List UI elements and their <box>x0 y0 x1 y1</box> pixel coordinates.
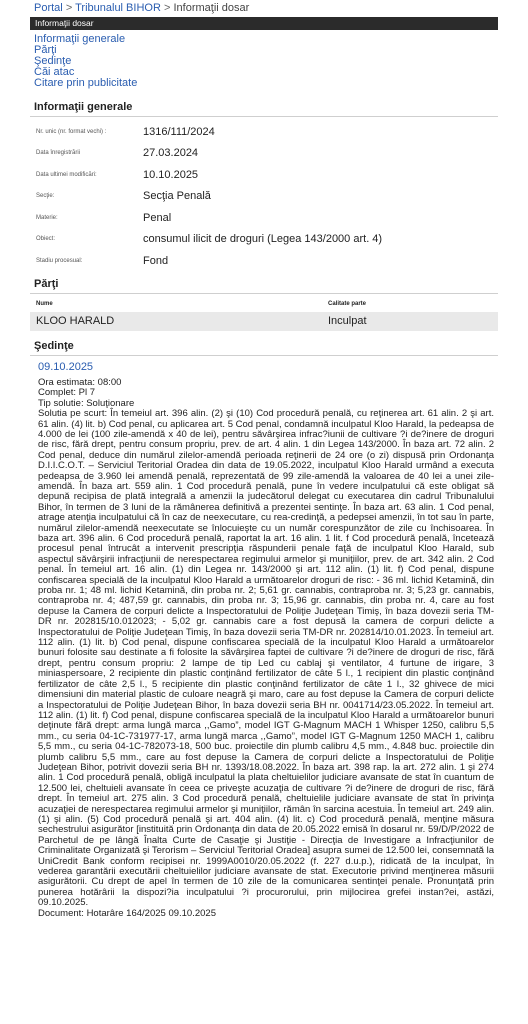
info-label: Data înregistrării <box>36 150 81 157</box>
nav-citare-publicitate[interactable]: Citare prin publicitate <box>34 77 138 89</box>
sedinta-document: Document: Hotarâre 164/2025 09.10.2025 <box>38 907 216 919</box>
parti-title: Părţi <box>30 272 498 294</box>
parti-role: Inculpat <box>328 315 367 327</box>
parti-name: KLOO HARALD <box>36 315 115 327</box>
nav-parti[interactable]: Părţi <box>34 44 57 56</box>
info-label: Materie: <box>36 214 58 221</box>
info-label: Stadiu procesual: <box>36 257 83 264</box>
sedinta-tip-solutie: Tip solutie: Soluţionare <box>38 397 135 409</box>
sedinta-date: 09.10.2025 <box>38 360 94 373</box>
info-value: consumul ilicit de droguri (Legea 143/2000 art. 4) <box>143 233 383 246</box>
info-label: Secţie: <box>36 193 55 200</box>
general-info-section <box>30 95 498 272</box>
breadcrumb-separator: > <box>65 2 73 14</box>
general-info-table <box>30 117 498 272</box>
parti-header-row <box>30 297 498 312</box>
info-row <box>30 207 498 229</box>
info-value: 27.03.2024 <box>143 147 199 160</box>
general-info-title: Informaţii generale <box>30 95 498 117</box>
sedinte-section <box>30 334 498 356</box>
table-row <box>30 312 498 331</box>
info-value: 10.10.2025 <box>143 168 199 181</box>
info-value: Fond <box>143 254 169 267</box>
sedinta-complet: Complet: Pl 7 <box>38 387 96 399</box>
info-row <box>30 121 498 143</box>
info-value: Secţia Penală <box>143 190 211 203</box>
info-label: Obiect: <box>36 236 56 243</box>
sedinta-ora: Ora estimata: 08:00 <box>38 376 122 388</box>
breadcrumb-separator: > <box>163 2 171 14</box>
breadcrumb-portal-link[interactable]: Portal <box>34 2 63 14</box>
breadcrumb-court-link[interactable]: Tribunalul BIHOR <box>75 2 161 14</box>
parti-col-role: Calitate parte <box>328 301 367 307</box>
info-value: Penal <box>143 211 172 224</box>
info-row <box>30 164 498 186</box>
info-row <box>30 143 498 165</box>
info-label: Nr. unic (nr. format vechi) : <box>36 128 107 135</box>
info-row <box>30 186 498 208</box>
info-row <box>30 250 498 272</box>
info-row <box>30 229 498 251</box>
nav-cai-atac[interactable]: Căi atac <box>34 66 75 78</box>
nav-sedinte[interactable]: Şedinţe <box>34 55 72 67</box>
parti-section <box>30 272 498 331</box>
sedinte-title: Şedinţe <box>30 334 498 356</box>
sedinta-solutie-text: Solutia pe scurt: În temeiul art. 396 alin. (2) şi (10) Cod procedură penală, cu reţinerea art. 61 alin. 2 şi art. 61 alin. (4) lit. b) Cod penal, cu aplicarea art. 5 Cod penal, condamnă inculpatul Kloo Harald, la pedeapsa de 4.000 de lei (100 zile-amendă x 40 de lei), pentru săvârşirea infrac?iunii de cultivare ?i de?inere de droguri de risc, fără drept, pentru consum propriu, prev. de art. 4 alin. 1 din Legea 143/2000. În baza art. 72 alin. 2 Cod penal, deduce din numărul zilelor-amendă perioada reţinerii de 24 ore (o zi) dispusă prin Ordonanţa D.I.I.C.O.T. – Serviciul Teritorial Oradea din data de 19.05.2022, inculpatul Kloo Harald urmând a executa pedeapsa de 3.960 lei amendă penală, reprezentată de 99 zile-amendă la valoarea de 40 lei a unei zile-amendă. În baza art. 559 alin. 1 Cod procedură penală, pune în vedere inculpatului că este obligat să depună recipisa de plată integrală a amenzii la judecătorul delegat cu executarea din cadrul Tribunalului Bihor, în termen de 3 luni de la rămânerea definitivă a prezentei sentinţe. În baza art. 63 alin. 1 Cod penal, atrage atenţia inculpatului că în caz de neexecutare, cu rea-credinţă, a pedepsei amenzii, în tot sau în parte, numărul zilelor-amendă neexecutate se înlocuieşte cu un număr corespunzător de zile cu închisoarea. În baza art. 396 alin. 6 Cod procedură penală, raportat la art. 16 alin. 1 lit. f Cod procedură penală, încetează procesul penal întrucât a intervenit prescripţia răspunderii penale faţă de inculpatul Kloo Harald, sub aspectul săvârşirii infracţiunii de nerespectarea regimului armelor şi muniţiilor, prev. de art. 342 alin. 2 Cod penal. În temeiul art. 16 alin. (1) din Legea nr. 143/2000 şi art. 112 alin. (1) lit. f) Cod penal, dispune confiscarea specială de la inculpatul Kloo Harald a următoarelor droguri de risc: - 36 ml. lichid Ketamină, din proba nr. 1; 48 ml. lichid Ketamină, din proba nr. 2; 5,61 gr. cannabis, contraproba nr. 3; 5,23 gr. cannabis, contraproba nr. 4; 487,59 gr. cannabis, din proba nr. 3; 15,96 gr. cannabis, din proba nr. 4, care au fost depuse la Camera de corpuri delicte a Inspectoratului de Poliţie Judeţean Timiş, în baza dovezii seria TM-DR nr. 202815/10.012023; - 5,02 gr. cannabis care a fost depusă la camera de corpuri delicte a Inspectoratului de Poliţie Judeţean Timiş, în baza dovezii seria TM-DR nr. 202814/10.01.2023. În temeiul art. 112 alin. (1) lit. b) Cod penal, dispune confiscarea specială de la inculpatul Kloo Harald a următoarelor bunuri folosite sau destinate a fi folosite la săvârşirea faptei de cultivare ?i de?inere de droguri de risc, fără drept, pentru consum propriu: 2 lampe de tip Led cu cablaj şi ventilator, 4 furtune de irigare, 3 miniaspersoare, 2 recipiente din plastic conţinând fertilizator de câte 5 l., 1 recipient din plastic conţinând fertilizator de câte 2,5 l., 5 recipiente din plastic conţinând fertilizator de câte 1 l., 32 ghivece de mici dimensiuni din material plastic de culoare neagră şi maro, care au fost depuse la Camera de corpuri delicte a Inspectoratului de Poliţie Judeţean Bihor, în baza dovezii seria BH nr. 0041714/23.05.2022. În temeiul art. 112 alin. (1) lit. f) Cod penal, dispune confiscarea specială de la inculpatul Kloo Harald a următoarelor bunuri deţinute fără drept: arma lungă marca ,,Gamo”, model IGT G-Magnum MACH 1 Whisper 1250, calibru 5,5 mm., cu seria 04-1C-731977-17, arma lungă marca ,,Gamo”, model IGT G-Magnum 1250 MACH 1, calibru 5,5 mm., cu seria 04-1C-782073-18, 500 buc. proiectile din plumb calibru 4,5 mm., 4.848 buc. proiectile din plumb calibru 5,5 mm., care au fost depuse la Camera de corpuri delicte a Inspectoratului de Poliţie Judeţean Bihor, potrivit dovezii seria BH nr. 1393/18.08.2022. În baza art. 398 rap. la art. 272 alin. 1 şi 274 alin. 1 Cod procedură penală, obligă inculpatul la plata cheltuielilor judiciare avansate de stat în cuantum de 12.500 lei, cheltuieli avansate în ceea ce priveşte acuzaţia de cultivare ?i de?inere de droguri de risc, fără drept. În temeiul art. 275 alin. 3 Cod procedură penală, cheltuielile judiciare avansate de stat în privinţa acuzaţiei de nerespectarea regimului armelor şi muniţiilor, rămân în sarcina acestuia. În temeiul art. 249 alin. (1) şi alin. (5) Cod procedură penală şi art. 404 alin. (4) lit. c) Cod procedură penală, menţine măsura sechestrului asigurător [instituită prin Ordonanţa din data de 20.05.2022 emisă în dosarul nr. 59/D/P/2022 de Parchetul de pe lângă Înalta Curte de Casaţie şi Justiţie - Direcţia de Investigare a Infracţiunilor de Criminalitate Organizată şi Terorism – Serviciul Teritorial Oradea] asupra sumei de 12.500 lei, consemnată la UniCredit Bank conform recipisei nr. 1999A0010/20.05.2022 (f. 227 d.u.p.), ridicată de la inculpat, în vederea garantării executării cheltuielilor judiciare avansate de stat. Executorie privind menţinerea măsurii asigurătorii. Cu drept de apel în termen de 10 zile de la comunicarea sentinţei penale. Pronunţată prin punerea hotărârii la dispozi?ia inculpatului ?i procurorului, prin mijlocirea grefei instan?ei, astăzi, 09.10.2025. <box>38 408 494 909</box>
info-label: Data ultimei modificări: <box>36 171 97 178</box>
breadcrumb-current: Informaţii dosar <box>173 2 250 14</box>
parti-col-name: Nume <box>36 301 53 307</box>
info-value: 1316/111/2024 <box>143 125 215 138</box>
page-title-band: Informaţii dosar <box>30 17 498 30</box>
breadcrumb <box>0 0 528 17</box>
nav-informatii-generale[interactable]: Informaţii generale <box>34 33 126 45</box>
section-nav <box>34 34 528 89</box>
sedinta-entry <box>38 362 494 920</box>
